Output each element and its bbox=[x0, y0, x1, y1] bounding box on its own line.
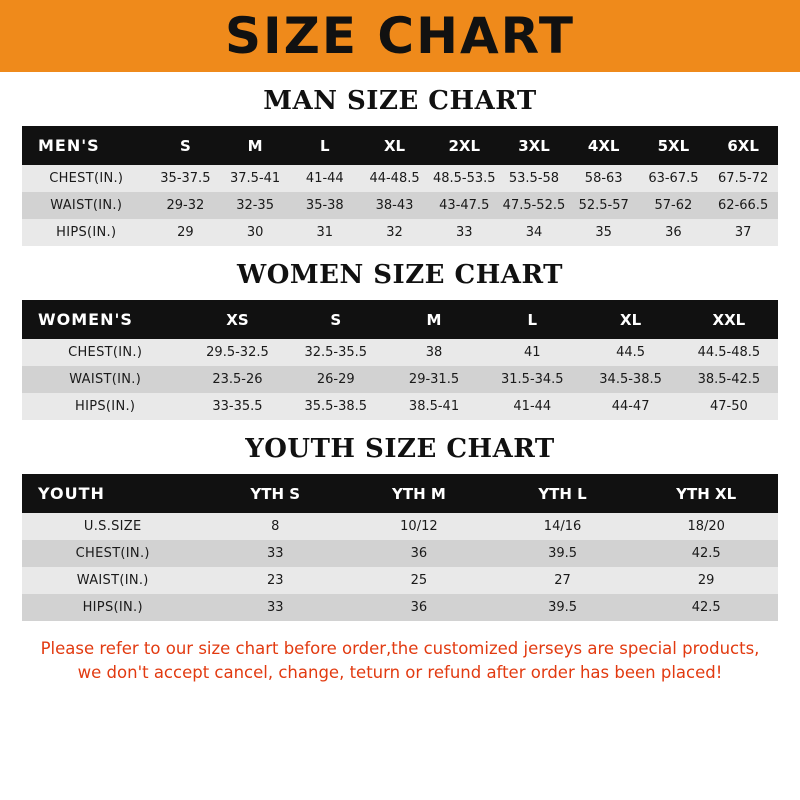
table-man-r2-c8: 36 bbox=[639, 219, 709, 246]
table-man-r0-c9: 67.5-72 bbox=[708, 165, 778, 192]
table-man-r2-c0: HIPS(IN.) bbox=[22, 219, 151, 246]
section-title-man: MAN SIZE CHART bbox=[263, 86, 537, 116]
table-women-r0-c1: 29.5-32.5 bbox=[188, 339, 286, 366]
table-women-r1-c0: WAIST(IN.) bbox=[22, 366, 188, 393]
section-man bbox=[22, 86, 778, 246]
table-man-r0-c5: 48.5-53.5 bbox=[429, 165, 499, 192]
table-man-r0-c0: CHEST(IN.) bbox=[22, 165, 151, 192]
table-women-r1-c6: 38.5-42.5 bbox=[680, 366, 778, 393]
table-women-r2-c2: 35.5-38.5 bbox=[287, 393, 385, 420]
table-row bbox=[22, 540, 778, 567]
table-women-r1-c5: 34.5-38.5 bbox=[581, 366, 679, 393]
table-women-r2-c0: HIPS(IN.) bbox=[22, 393, 188, 420]
table-youth-r0-c1: 8 bbox=[203, 513, 347, 540]
table-man-r1-c6: 47.5-52.5 bbox=[499, 192, 569, 219]
table-man-header-5: 2XL bbox=[429, 126, 499, 165]
table-man-r0-c6: 53.5-58 bbox=[499, 165, 569, 192]
table-youth-header-2: YTH M bbox=[347, 474, 491, 513]
table-women-header-0: WOMEN'S bbox=[22, 300, 188, 339]
table-youth-r3-c2: 36 bbox=[347, 594, 491, 621]
table-man-r1-c1: 29-32 bbox=[151, 192, 221, 219]
table-youth-r0-c0: U.S.SIZE bbox=[22, 513, 203, 540]
table-youth-r1-c4: 42.5 bbox=[634, 540, 778, 567]
page-title: SIZE CHART bbox=[224, 7, 576, 65]
table-youth-header-3: YTH L bbox=[491, 474, 635, 513]
footer-note-line-2: we don't accept cancel, change, teturn or refund after order has been placed! bbox=[77, 662, 723, 682]
footer-note bbox=[22, 637, 778, 685]
table-row bbox=[22, 594, 778, 621]
table-row bbox=[22, 165, 778, 192]
table-row bbox=[22, 366, 778, 393]
table-women-r1-c1: 23.5-26 bbox=[188, 366, 286, 393]
table-man-r1-c4: 38-43 bbox=[360, 192, 430, 219]
table-youth-header-0: YOUTH bbox=[22, 474, 203, 513]
table-youth-r3-c4: 42.5 bbox=[634, 594, 778, 621]
table-women-r2-c1: 33-35.5 bbox=[188, 393, 286, 420]
section-youth bbox=[22, 434, 778, 621]
table-man-header-4: XL bbox=[360, 126, 430, 165]
table-women-body bbox=[22, 339, 778, 420]
table-man bbox=[22, 126, 778, 246]
table-row bbox=[22, 339, 778, 366]
table-row bbox=[22, 192, 778, 219]
table-man-r1-c7: 52.5-57 bbox=[569, 192, 639, 219]
table-man-r2-c4: 32 bbox=[360, 219, 430, 246]
table-man-r0-c2: 37.5-41 bbox=[220, 165, 290, 192]
table-women-header-1: XS bbox=[188, 300, 286, 339]
table-man-header-9: 6XL bbox=[708, 126, 778, 165]
table-youth-header-1: YTH S bbox=[203, 474, 347, 513]
section-title-youth: YOUTH SIZE CHART bbox=[245, 434, 555, 464]
footer-note-line-1: Please refer to our size chart before order,the customized jerseys are special products, bbox=[40, 639, 760, 658]
table-women-r0-c6: 44.5-48.5 bbox=[680, 339, 778, 366]
table-youth-r2-c0: WAIST(IN.) bbox=[22, 567, 203, 594]
table-header-row bbox=[22, 474, 778, 513]
table-youth-r3-c1: 33 bbox=[203, 594, 347, 621]
section-title-women: WOMEN SIZE CHART bbox=[237, 260, 563, 290]
table-man-header-8: 5XL bbox=[639, 126, 709, 165]
table-man-r2-c1: 29 bbox=[151, 219, 221, 246]
table-man-r1-c9: 62-66.5 bbox=[708, 192, 778, 219]
table-man-r0-c8: 63-67.5 bbox=[639, 165, 709, 192]
table-youth-r1-c1: 33 bbox=[203, 540, 347, 567]
table-man-r1-c2: 32-35 bbox=[220, 192, 290, 219]
table-women-r1-c3: 29-31.5 bbox=[385, 366, 483, 393]
table-youth-r0-c4: 18/20 bbox=[634, 513, 778, 540]
table-youth-r3-c3: 39.5 bbox=[491, 594, 635, 621]
table-women-head bbox=[22, 300, 778, 339]
table-man-header-0: MEN'S bbox=[22, 126, 151, 165]
table-youth-r0-c2: 10/12 bbox=[347, 513, 491, 540]
table-man-r2-c7: 35 bbox=[569, 219, 639, 246]
section-women bbox=[22, 260, 778, 420]
table-women-r0-c2: 32.5-35.5 bbox=[287, 339, 385, 366]
table-youth-r1-c0: CHEST(IN.) bbox=[22, 540, 203, 567]
table-man-r1-c3: 35-38 bbox=[290, 192, 360, 219]
table-header-row bbox=[22, 126, 778, 165]
table-row bbox=[22, 393, 778, 420]
table-man-header-2: M bbox=[220, 126, 290, 165]
table-man-r2-c9: 37 bbox=[708, 219, 778, 246]
table-youth-r2-c4: 29 bbox=[634, 567, 778, 594]
table-man-header-3: L bbox=[290, 126, 360, 165]
table-women-r2-c3: 38.5-41 bbox=[385, 393, 483, 420]
table-women-r2-c4: 41-44 bbox=[483, 393, 581, 420]
table-man-body bbox=[22, 165, 778, 246]
table-women-r0-c4: 41 bbox=[483, 339, 581, 366]
table-youth-r0-c3: 14/16 bbox=[491, 513, 635, 540]
table-women-r1-c2: 26-29 bbox=[287, 366, 385, 393]
table-youth-r2-c3: 27 bbox=[491, 567, 635, 594]
table-women-header-4: L bbox=[483, 300, 581, 339]
table-youth-r1-c2: 36 bbox=[347, 540, 491, 567]
table-row bbox=[22, 513, 778, 540]
table-women-header-2: S bbox=[287, 300, 385, 339]
table-man-header-6: 3XL bbox=[499, 126, 569, 165]
table-women-header-6: XXL bbox=[680, 300, 778, 339]
table-women-header-3: M bbox=[385, 300, 483, 339]
table-youth-r3-c0: HIPS(IN.) bbox=[22, 594, 203, 621]
table-man-r1-c5: 43-47.5 bbox=[429, 192, 499, 219]
table-man-r0-c3: 41-44 bbox=[290, 165, 360, 192]
table-women-r0-c3: 38 bbox=[385, 339, 483, 366]
table-man-header-1: S bbox=[151, 126, 221, 165]
table-man-r0-c1: 35-37.5 bbox=[151, 165, 221, 192]
table-women bbox=[22, 300, 778, 420]
table-man-r2-c6: 34 bbox=[499, 219, 569, 246]
table-man-r0-c4: 44-48.5 bbox=[360, 165, 430, 192]
table-women-header-5: XL bbox=[581, 300, 679, 339]
table-man-head bbox=[22, 126, 778, 165]
page-banner bbox=[0, 0, 800, 72]
table-man-r1-c8: 57-62 bbox=[639, 192, 709, 219]
chart-content bbox=[0, 86, 800, 685]
table-header-row bbox=[22, 300, 778, 339]
table-youth-r2-c1: 23 bbox=[203, 567, 347, 594]
table-women-r2-c5: 44-47 bbox=[581, 393, 679, 420]
table-youth bbox=[22, 474, 778, 621]
table-man-r1-c0: WAIST(IN.) bbox=[22, 192, 151, 219]
table-youth-r2-c2: 25 bbox=[347, 567, 491, 594]
table-man-r2-c5: 33 bbox=[429, 219, 499, 246]
table-women-r0-c0: CHEST(IN.) bbox=[22, 339, 188, 366]
table-man-r2-c3: 31 bbox=[290, 219, 360, 246]
table-women-r2-c6: 47-50 bbox=[680, 393, 778, 420]
table-man-r2-c2: 30 bbox=[220, 219, 290, 246]
table-youth-head bbox=[22, 474, 778, 513]
table-youth-body bbox=[22, 513, 778, 621]
table-women-r1-c4: 31.5-34.5 bbox=[483, 366, 581, 393]
table-women-r0-c5: 44.5 bbox=[581, 339, 679, 366]
table-youth-r1-c3: 39.5 bbox=[491, 540, 635, 567]
table-man-header-7: 4XL bbox=[569, 126, 639, 165]
table-row bbox=[22, 567, 778, 594]
table-man-r0-c7: 58-63 bbox=[569, 165, 639, 192]
table-youth-header-4: YTH XL bbox=[634, 474, 778, 513]
table-row bbox=[22, 219, 778, 246]
